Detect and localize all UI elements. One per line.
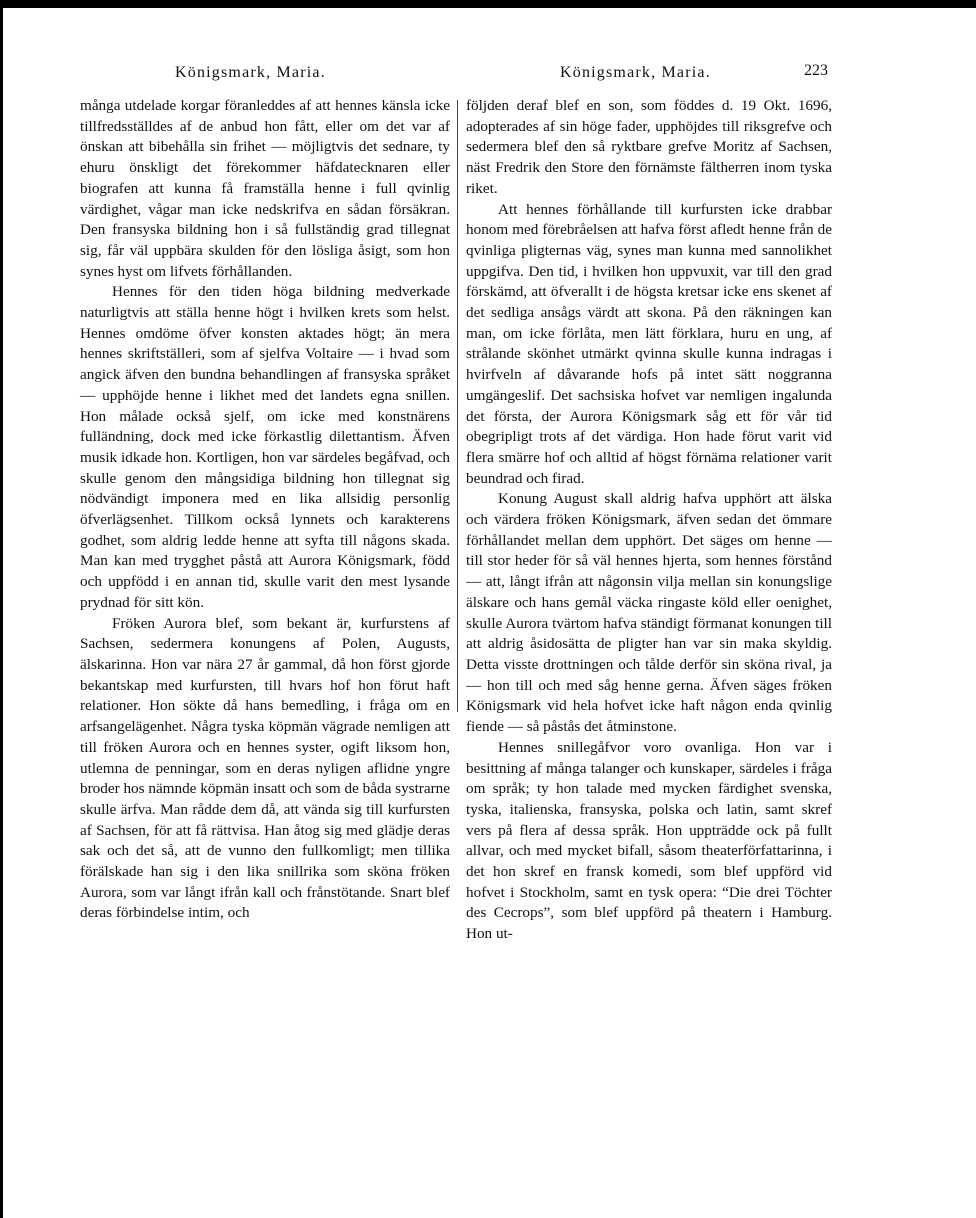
top-scan-border	[0, 0, 976, 8]
running-head-right: Königsmark, Maria.	[560, 64, 711, 81]
left-paragraph-2: Hennes för den tiden höga bildning medverkade naturligtvis att ställa henne högt i hvilken krets som helst. Hennes omdöme öfver konsten aktades högt; än mera hennes skriftställeri, som af sjelfva Voltaire — i hvad som angick äfven den bundna behandlingen af fransyska språket — upphöjde henne i likhet med det landets egna snillen. Hon målade också sjelf, om icke med konstnärens fulländning, dock med icke förkastlig dilettantism. Äfven musik idkade hon. Kortligen, hon var särdeles begåfvad, och skulle genom den mångsidiga bildning hon tillegnat sig nödvändigt imponera med en lika allsidig personlig öfverlägsenhet. Tillkom också lynnets och karakterens godhet, som aldrig ledde henne att syfta till någons skada. Man kan med trygghet påstå att Aurora Königsmark, född och uppfödd i en annan tid, skulle varit den mest lysande prydnad för sitt kön.	[80, 283, 450, 611]
right-paragraph-4: Hennes snillegåfvor voro ovanliga. Hon var i besittning af många talanger och kunskaper, särdeles i fråga om språk; ty hon talade med mycken färdighet svenska, tyska, italienska, fransyska, polska och latin, samt skref vers på flera af dessa språk. Hon uppträdde ock på fullt allvar, och med mycket bifall, såsom theaterförfattarinna, i det hon skref en fransk komedi, som blef uppförd vid hofvet i Stockholm, samt en tysk opera: “Die drei Töchter des Cecrops”, som blef uppförd på theatern i Hamburg. Hon ut-	[466, 738, 832, 943]
right-paragraph-3: Konung August skall aldrig hafva upphört att älska och värdera fröken Königsmark, äfven sedan det ömmare förhållandet mellan dem upphört. Det säges om henne — till stor heder för så väl hennes hjerta, som hennes förstånd — att, långt ifrån att någonsin vilja mellan sin konungslige älskare och hans gemål väcka ringaste köld eller oenighet, skulle Aurora tvärtom hafva ständigt förmanat konungen till att aldrig åsidosätta de pligter han var sin maka skyldig. Detta visste drottningen och tålde derför sin sköna rival, ja — hon till och med såg henne gerna. Äfven säges fröken Königsmark vid hela hofvet icke haft någon enda qvinlig fiende — så påstås det åtminstone.	[466, 490, 832, 736]
right-column	[466, 96, 832, 945]
left-paragraph-1: många utdelade korgar föranleddes af att hennes känsla icke tillfredsställdes af de anbud hon fått, eller om det var af önskan att bibehålla sin frihet — möjligtvis det sednare, ty ehuru önskligt det förekommer häfdatecknaren eller biografen att kunna få framställa henne i full qvinlig värdighet, vågar man icke nedskrifva en sådan försäkran. Den fransyska bildning hon i så fullständig grad tillegnat sig, får väl uppbära skulden för den lösliga åsigt, som hon synes hyst om lifvets förhållanden.	[80, 97, 450, 280]
left-paragraph-3: Fröken Aurora blef, som bekant är, kurfurstens af Sachsen, sedermera konungens af Polen, Augusts, älskarinna. Hon var nära 27 år gammal, då hon först gjorde bekantskap med kurfursten, till hvars hof hon förut haft relationer. Hon sökte då hans bemedling, i fråga om en arfsangelägenhet. Några tyska köpmän vägrade nemligen att till fröken Aurora och en hennes syster, ogift liksom hon, utlemna de penningar, som en deras nyligen aflidne yngre broder hos nämnde köpmän insatt och som de båda systrarne skulle ärfva. Man rådde dem då, att vända sig till kurfursten af Sachsen, för att få rättvisa. Han åtog sig med glädje deras sak och det så, att de vunno den fullkomligt; men tillika förälskade han sig i den lika snillrika som sköna fröken Aurora, som var långt ifrån kall och frånstötande. Snart blef deras förbindelse intim, och	[80, 614, 450, 922]
right-paragraph-2: Att hennes förhållande till kurfursten icke drabbar honom med förebråelsen att hafva först afledt henne från de qvinliga pligternas väg, synes man kunna med sannolikhet uppgifva. Den tid, i hvilken hon uppvuxit, var till den grad förskämd, att öfverallt i de högsta kretsar icke ens skenet af det sedliga ansågs värdt att skona. På den räkningen kan man, om icke förlåta, men lätt förklara, huru en ung, af strålande skönhet utmärkt qvinna skulle kunna indragas i hvirfveln af dåvarande hofs på intet sätt noggranna umgängeslif. Det sachsiska hofvet var nemligen ingalunda det första, der Aurora Königsmark såg ett för vår tid obegripligt trots af det värdiga. Hon hade förut varit vid flera smärre hof och alltid af högst förnäma relationer varit beundrad och firad.	[466, 200, 832, 487]
left-column	[80, 96, 450, 924]
running-head-left: Königsmark, Maria.	[175, 64, 326, 81]
column-divider	[457, 100, 458, 712]
page-number: 223	[804, 62, 828, 79]
left-scan-border	[0, 0, 3, 1218]
right-paragraph-1: följden deraf blef en son, som föddes d. 19 Okt. 1696, adopterades af sin höge fader, upphöjdes till riksgrefve och sedermera blef den så ryktbare grefve Moritz af Sachsen, näst Fredrik den Store den förnämste fältherren inom tyska riket.	[466, 97, 832, 197]
